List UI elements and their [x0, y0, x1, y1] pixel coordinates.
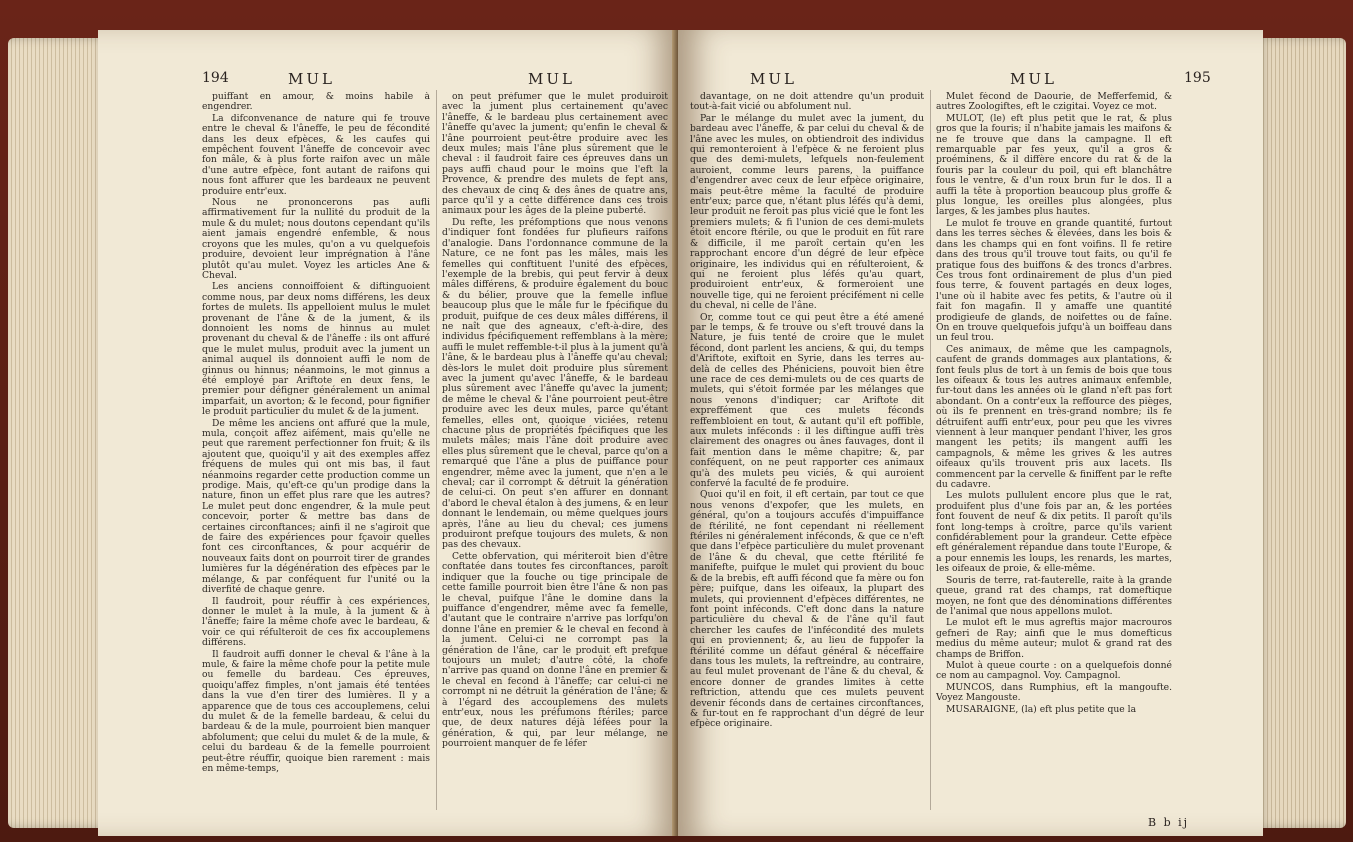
- paragraph: De même les anciens ont affuré que la mule, mula, conçoit affez aifément, mais qu'elle ne peut que rarement perfectionner fon fruit; & ils ajoutent que, quoiqu'il y ait des exemples affez fréquens de mules qui ont mis bas, il faut néanmoins regarder cette production comme un prodige. Mais, qu'eft-ce qu'un prodige dans la nature, finon un effet plus rare que les autres? Le mulet peut donc engendrer, & la mule peut concevoir, porter & mettre bas dans de certaines circonftances; ainfi il ne s'agiroit que de faire des expériences pour fçavoir quelles font ces circonftances, & pour acquérir de nouveaux faits dont on pourroit tirer de grandes lumières fur la dégénération des efpèces par le mélange, & par conféquent fur l'unité ou la diverfité de chaque genre.: [202, 417, 430, 596]
- left-page-number: 194: [202, 70, 229, 86]
- paragraph: on peut préfumer que le mulet produiroit avec la jument plus certainement qu'avec l'âneffe, & le bardeau plus certainement avec l'âneffe qu'avec la jument; qu'enfin le cheval & l'âne pourroient peut-être produire avec les deux mules; mais l'âne plus sûrement que le cheval : il faudroit faire ces épreuves dans un pays auffi chaud pour le moins que l'eft la Provence, & prendre des mulets de fept ans, des chevaux de cinq & des ânes de quatre ans, parce qu'il y a cette différence dans ces trois animaux pour les âges de la pleine puberté.: [442, 92, 668, 217]
- paragraph: MULOT, (le) eft plus petit que le rat, & plus gros que la fouris; il n'habite jamais les maifons & ne fe trouve que dans la campagne. Il eft remarquable par fes yeux, qu'il a gros & proéminens, & il diffère encore du rat & de la fouris par la couleur du poil, qui eft blanchâtre fous le ventre, & d'un roux brun fur le dos. Il a auffi la tête à proportion beaucoup plus groffe & plus longue, les oreilles plus alongées, plus larges, & les jambes plus hautes.: [936, 112, 1172, 218]
- left-running-head-2: MUL: [528, 70, 575, 88]
- paragraph: Mulot à queue courte : on a quelquefois donné ce nom au campagnol. Voy. Campagnol.: [936, 659, 1172, 682]
- right-running-head-1: MUL: [750, 70, 797, 88]
- paragraph: Or, comme tout ce qui peut être a été amené par le temps, & fe trouve ou s'eft trouvé dans la Nature, je fuis tenté de croire que le mulet fécond, dont parlent les anciens, & qui, du temps d'Ariftote, exiftoit en Syrie, dans les terres au-delà de celles des Phéniciens, pouvoit bien être une race de ces demi-mulets ou de ces quarts de mulets, qui s'étoit formée par les mélanges que nous venons d'indiquer; car Ariftote dit expreffément que ces mulets féconds reffembloient en tout, & autant qu'il eft poffible, aux mulets inféconds : il les diftingue auffi très clairement des onagres ou ânes fauvages, dont il fait mention dans le même chapitre; &, par conféquent, on ne peut rapporter ces animaux qu'à des mulets peu viciés, & qui auroient confervé la faculté de fe produire.: [690, 311, 924, 490]
- column-divider: [930, 90, 931, 810]
- paragraph: Les anciens connoiffoient & diftinguoient comme nous, par deux noms différens, les deux fortes de mulets. Ils appelloient mulus le mulet provenant de l'âne & de la jument, & ils donnoient les noms de hinnus au mulet provenant du cheval & de l'âneffe : ils ont affuré que le mulet mulus, produit avec la jument un animal auquel ils donnoient auffi le nom de ginnus ou hinnus; néanmoins, le mot ginnus a été employé par Ariftote en deux fens, le premier pour défigner généralement un animal imparfait, un avorton; & le fecond, pour fignifier le produit particulier du mulet & de la jument.: [202, 281, 430, 418]
- paragraph: Les mulots pullulent encore plus que le rat, produifent plus d'une fois par an, & les portées font fouvent de neuf & dix petits. Il paroît qu'ils font long-temps à croître, parce qu'ils varient confidérablement pour la grandeur. Cette efpèce eft généralement répandue dans toute l'Europe, & a pour ennemis les loups, les renards, les martes, les oifeaux de proie, & elle-même.: [936, 490, 1172, 575]
- left-column-2: [442, 92, 668, 827]
- right-column-1: [690, 92, 924, 827]
- paragraph: La difconvenance de nature qui fe trouve entre le cheval & l'âneffe, le peu de fécondité dans les deux efpèces, & les caufes qui empêchent fouvent l'âneffe de concevoir avec fon mâle, & à plus forte raifon avec un mâle d'une autre efpèce, font autant de raifons qui nous font affurer que les bardeaux ne peuvent produire entr'eux.: [202, 112, 430, 197]
- paragraph: Il faudroit auffi donner le cheval & l'âne à la mule, & faire la même chofe pour la petite mule ou femelle du bardeau. Ces épreuves, quoiqu'affez fimples, n'ont jamais été tentées dans la vue d'en tirer des lumières. Il y a apparence que de tous ces accouplemens, celui du mulet & de la femelle bardeau, & celui du bardeau & de la mule, pourroient bien manquer abfolument; que celui du mulet & de la mule, & celui du bardeau & de la femelle pourroient peut-être réuffir, quoique bien rarement : mais en même-temps,: [202, 648, 430, 774]
- paragraph: Il faudroit, pour réuffir à ces expériences, donner le mulet à la mule, à la jument & à l'âneffe; faire la même chofe avec le bardeau, & voir ce qui réfulteroit de ces fix accouplemens différens.: [202, 595, 430, 649]
- left-page: [98, 30, 678, 836]
- column-divider: [436, 90, 437, 810]
- right-page-number: 195: [1184, 70, 1211, 86]
- right-column-2: [936, 92, 1172, 827]
- paragraph: Par le mélange du mulet avec la jument, du bardeau avec l'âneffe, & par celui du cheval & de l'âne avec les mules, on obtiendroit des individus qui remonteroient à l'efpèce & ne feroient plus que des demi-mulets, lefquels non-feulement auroient, comme leurs parens, la puiffance d'engendrer avec ceux de leur efpèce originaire, mais peut-être même la faculté de produire entr'eux; parce que, n'étant plus léfés qu'à demi, leur produit ne feroit pas plus vicié que le font les premiers mulets; & fi l'union de ces demi-mulets étoit encore ftérile, ou que le produit en fût rare & difficile, il me paroît certain qu'en les rapprochant encore d'un dégré de leur efpèce originaire, les individus qui en réfulteroient, & qui ne feroient plus léfés qu'au quart, produiroient entr'eux, & formeroient une nouvelle tige, qui ne feroient précifément ni celle du cheval, ni celle de l'âne.: [690, 112, 924, 312]
- paragraph: Quoi qu'il en foit, il eft certain, par tout ce que nous venons d'expofer, que les mulets, en général, qu'on a toujours accufés d'impuiffance de ftérilité, ne font cependant ni réellement ftériles ni généralement inféconds, & que ce n'eft que dans l'efpèce particulière du mulet provenant de l'âne & du cheval, que cette ftérilité fe manifefte, puifque le mulet qui provient du bouc & de la brebis, eft auffi fécond que fa mère ou fon père; puifque, dans les oifeaux, la plupart des mulets, qui proviennent d'efpèces différentes, ne font point inféconds. C'eft donc dans la nature particulière du cheval & de l'âne qu'il faut chercher les caufes de l'infécondité des mulets qui en proviennent; &, au lieu de fuppofer la ftérilité comme un défaut général & néceffaire dans tous les mulets, la reftreindre, au contraire, au feul mulet provenant de l'âne & du cheval, & encore donner de grandes limites à cette reftriction, attendu que ces mulets peuvent devenir féconds dans de certaines circonftances, & fur-tout en fe rapprochant d'un dégré de leur efpèce originaire.: [690, 489, 924, 730]
- paragraph: Nous ne prononcerons pas aufli affirmativement fur la nullité du produit de la mule & du mulet; nous doutons cependant qu'ils aient jamais engendré enfemble, & nous croyons que les mules, qu'on a vu quelquefois produire, devoient leur imprégnation à l'âne plutôt qu'au mulet. Voyez les articles Ane & Cheval.: [202, 197, 430, 281]
- left-running-head-1: MUL: [288, 70, 335, 88]
- paragraph: puiffant en amour, & moins habile à engendrer.: [202, 92, 430, 113]
- paragraph: Le mulot eft le mus agreftis major macrouros gefneri de Ray; ainfi que le mus domefticus medius du même auteur; mulot & grand rat des champs de Briffon.: [936, 617, 1172, 660]
- signature-mark: B b ij: [1148, 816, 1190, 829]
- paragraph: Souris de terre, rat-fauterelle, raite à la grande queue, grand rat des champs, rat domeftique moyen, ne font que des dénominations différentes de l'animal que nous appellons mulot.: [936, 574, 1172, 617]
- paragraph: Du refte, les préfomptions que nous venons d'indiquer font fondées fur plufieurs raifons d'analogie. Dans l'ordonnance commune de la Nature, ce ne font pas les mâles, mais les femelles qui conftituent l'unité des efpèces, l'exemple de la brebis, qui peut fervir à deux mâles différens, & produire également du bouc & du bélier, prouve que la femelle influe beaucoup plus que le mâle fur le fpécifique du produit, puifque de ces deux mâles différens, il ne naît que des agneaux, c'eft-à-dire, des individus fpécifiquement reffemblans à la mère; auffi le mulet reffemble-t-il plus à la jument qu'à l'âne, & le bardeau plus à l'âneffe qu'au cheval; dès-lors le mulet doit produire plus sûrement avec la jument qu'avec l'âneffe, & le bardeau plus sûrement avec l'âneffe qu'avec la jument; de même le cheval & l'âne pourroient peut-être produire avec les deux mules, parce qu'étant femelles, elles ont, quoique viciées, retenu chacune plus de propriétés fpécifiques que les mulets mâles; mais l'âne doit produire avec elles plus sûrement que le cheval, parce qu'on a remarqué que l'âne a plus de puiffance pour engendrer, même avec la jument, que n'en a le cheval; car il corrompt & détruit la génération de celui-ci. On peut s'en affurer en donnant d'abord le cheval étalon à des jumens, & en leur donnant le lendemain, ou même quelques jours après, l'âne au lieu du cheval; ces jumens produiront prefque toujours des mulets, & non pas des chevaux.: [442, 216, 668, 551]
- paragraph: Mulet fécond de Daourie, de Mefferfemid, & autres Zoologiftes, eft le czigitai. Voyez ce mot.: [936, 92, 1172, 113]
- paragraph: Le mulot fe trouve en grande quantité, furtout dans les terres sèches & élevées, dans les bois & dans les champs qui en font voifins. Il fe retire dans des trous qu'il trouve tout faits, ou qu'il fe pratique fous des buiffons & des troncs d'arbres. Ces trous font ordinairement de plus d'un pied fous terre, & fouvent partagés en deux loges, l'une où il habite avec fes petits, & l'autre où il fait fon magafin. Il y amaffe une quantité prodigieufe de glands, de noifettes ou de faîne. On en trouve quelquefois jufqu'à un boiffeau dans un feul trou.: [936, 217, 1172, 344]
- paragraph: Ces animaux, de même que les campagnols, caufent de grands dommages aux plantations, & font feuls plus de tort à un femis de bois que tous les oifeaux & tous les autres animaux enfemble, fur-tout dans les années où le gland n'eft pas fort abondant. On a contr'eux la reffource des pièges, où ils fe prennent en très-grand nombre; ils fe détruifent auffi entr'eux, pour peu que les vivres viennent à leur manquer pendant l'hiver, les gros mangent les petits; ils mangent auffi les campagnols, & même les grives & les autres oifeaux qu'ils trouvent pris aux lacets. Ils commencent par la cervelle & finiffent par le refte du cadavre.: [936, 343, 1172, 491]
- paragraph: MUSARAIGNE, (la) eft plus petite que la: [946, 703, 1137, 715]
- left-column-1: [202, 92, 430, 827]
- right-page: [678, 30, 1263, 836]
- right-running-head-2: MUL: [1010, 70, 1057, 88]
- page-edges-left: [8, 38, 108, 828]
- paragraph: MUNCOS, dans Rumphius, eft la mangoufte. Voyez Mangouste.: [936, 681, 1172, 704]
- page-edges-right: [1256, 38, 1346, 828]
- open-book: [8, 30, 1346, 836]
- paragraph: Cette obfervation, qui mériteroit bien d'être conftatée dans toutes fes circonftances, paroît indiquer que la fouche ou tige principale de cette famille pourroit bien être l'âne & non pas le cheval, puifque l'âne le domine dans la puiffance d'engendrer, même avec fa femelle, d'autant que le contraire n'arrive pas lorfqu'on donne l'âne en premier & le cheval en fecond à la jument. Celui-ci ne corrompt pas la génération de l'âne, car le produit eft prefque toujours un mulet; d'autre côté, la chofe n'arrive pas quand on donne l'âne en premier & le cheval en fecond à l'âneffe; car celui-ci ne corrompt ni ne détruit la génération de l'âne; & à l'égard des accouplemens des mulets entr'eux, nous les préfumons ftériles; parce que, de deux natures déjà léfées pour la génération, & qui, par leur mélange, ne pourroient manquer de fe léfer: [442, 550, 668, 750]
- paragraph: davantage, on ne doit attendre qu'un produit tout-à-fait vicié ou abfolument nul.: [690, 92, 924, 113]
